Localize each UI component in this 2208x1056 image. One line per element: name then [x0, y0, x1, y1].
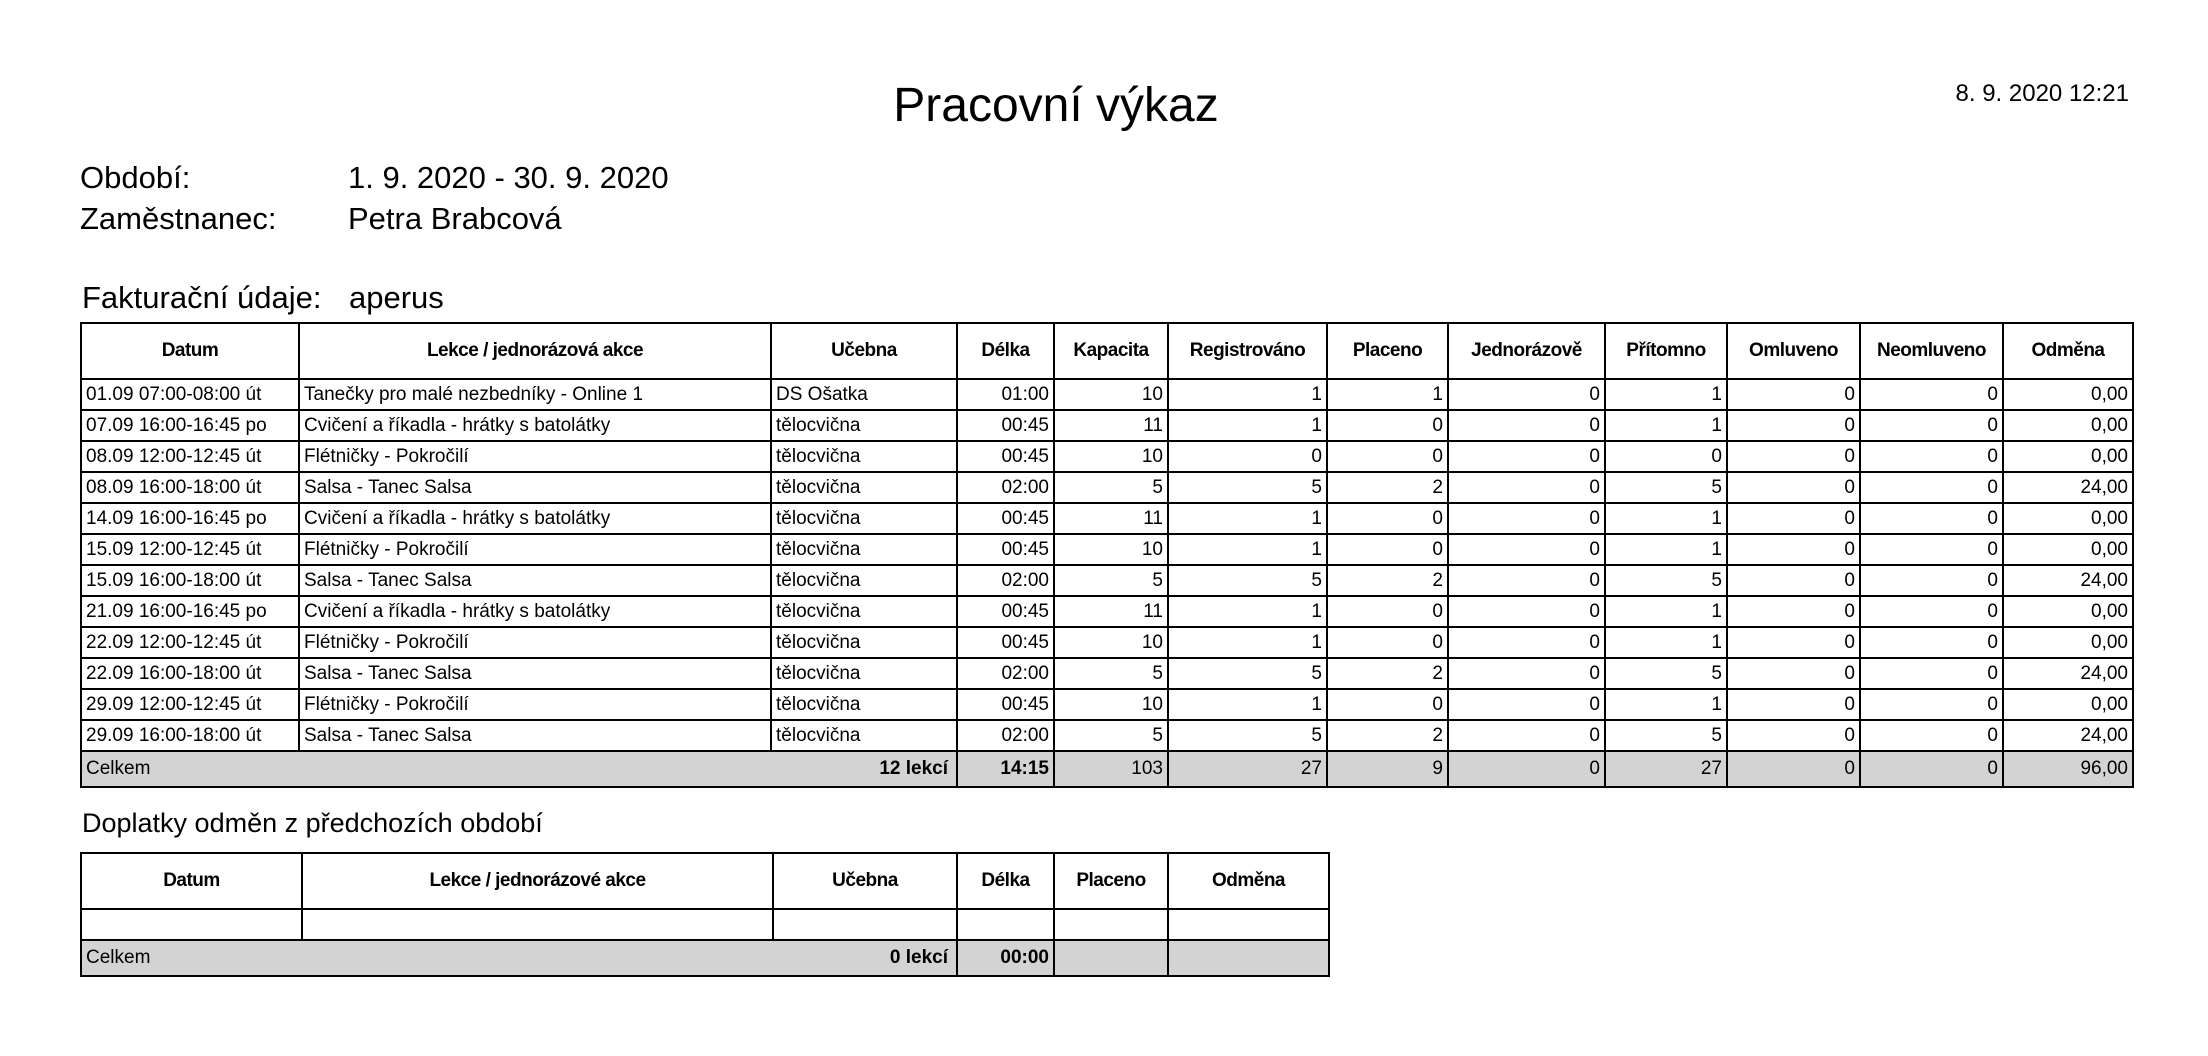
table-cell: Salsa - Tanec Salsa [299, 472, 771, 503]
table-cell: 0 [1448, 534, 1605, 565]
table-row [81, 658, 2133, 689]
table-cell: 1 [1605, 534, 1727, 565]
table-cell: 11 [1054, 596, 1168, 627]
table-cell: 5 [1605, 565, 1727, 596]
table-cell: 14.09 16:00-16:45 po [81, 503, 299, 534]
empty-cell [81, 909, 302, 940]
table-cell: 24,00 [2003, 658, 2133, 689]
table-cell: 5 [1054, 658, 1168, 689]
table-cell: 07.09 16:00-16:45 po [81, 410, 299, 441]
table-cell: DS Ošatka [771, 379, 957, 410]
table-row [81, 503, 2133, 534]
table-cell: 00:45 [957, 410, 1054, 441]
table-cell: 0,00 [2003, 503, 2133, 534]
table-cell: Flétničky - Pokročilí [299, 534, 771, 565]
total-placeno: 9 [1327, 751, 1448, 787]
table-cell: 08.09 12:00-12:45 út [81, 441, 299, 472]
total-neomluveno: 0 [1860, 751, 2003, 787]
table-row [81, 379, 2133, 410]
total-registrovano: 27 [1168, 751, 1327, 787]
total-duration: 14:15 [957, 751, 1054, 787]
table-cell: 0 [1327, 410, 1448, 441]
table-cell: 11 [1054, 410, 1168, 441]
column-header: Odměna [2003, 323, 2133, 379]
table-cell: tělocvična [771, 658, 957, 689]
total-label: Celkem [86, 758, 151, 779]
table-cell: 1 [1168, 689, 1327, 720]
table-cell: 0 [1448, 379, 1605, 410]
table-cell: 24,00 [2003, 565, 2133, 596]
column-header: Lekce / jednorázové akce [302, 853, 773, 909]
table-cell: 5 [1168, 472, 1327, 503]
table-row [81, 596, 2133, 627]
table-cell: 0 [1448, 410, 1605, 441]
table-cell: 0 [1727, 503, 1860, 534]
table-cell: 15.09 12:00-12:45 út [81, 534, 299, 565]
table-cell: 5 [1168, 565, 1327, 596]
employee-label: Zaměstnanec: [80, 201, 277, 236]
table-cell: 1 [1605, 410, 1727, 441]
table-cell: 0 [1327, 534, 1448, 565]
empty-cell [1054, 909, 1168, 940]
table-cell: Cvičení a říkadla - hrátky s batolátky [299, 410, 771, 441]
table-row [81, 410, 2133, 441]
table-cell: 5 [1054, 472, 1168, 503]
table-cell: tělocvična [771, 472, 957, 503]
supplement-total-duration: 00:00 [957, 940, 1054, 976]
total-jednorazove: 0 [1448, 751, 1605, 787]
table-cell: 0 [1860, 627, 2003, 658]
table-cell: 02:00 [957, 472, 1054, 503]
column-header: Placeno [1327, 323, 1448, 379]
table-cell: 0 [1860, 379, 2003, 410]
billing-label: Fakturační údaje: [82, 280, 322, 315]
table-cell: 0 [1727, 658, 1860, 689]
table-cell: tělocvična [771, 565, 957, 596]
table-cell: 2 [1327, 565, 1448, 596]
table-cell: 01.09 07:00-08:00 út [81, 379, 299, 410]
table-cell: 11 [1054, 503, 1168, 534]
table-row [81, 565, 2133, 596]
column-header: Datum [81, 323, 299, 379]
column-header: Délka [957, 323, 1054, 379]
period-label: Období: [80, 160, 191, 195]
total-omluveno: 0 [1727, 751, 1860, 787]
table-cell: tělocvična [771, 627, 957, 658]
table-cell: 0 [1168, 441, 1327, 472]
table-cell: 0 [1605, 441, 1727, 472]
table-cell: 0 [1727, 441, 1860, 472]
supplement-table [80, 852, 1330, 977]
table-cell: 0 [1727, 472, 1860, 503]
supplement-total-row [81, 940, 1329, 976]
page-title: Pracovní výkaz [893, 79, 1219, 132]
table-cell: 00:45 [957, 441, 1054, 472]
table-cell: tělocvična [771, 720, 957, 751]
table-cell: 02:00 [957, 658, 1054, 689]
table-cell: 0 [1727, 596, 1860, 627]
table-cell: 0 [1727, 627, 1860, 658]
table-cell: 02:00 [957, 565, 1054, 596]
table-cell: 0 [1327, 627, 1448, 658]
table-cell: 00:45 [957, 596, 1054, 627]
table-cell: 5 [1168, 720, 1327, 751]
table-cell: 0 [1860, 565, 2003, 596]
table-cell: Flétničky - Pokročilí [299, 441, 771, 472]
column-header: Učebna [771, 323, 957, 379]
table-cell: 10 [1054, 441, 1168, 472]
table-cell: 1 [1168, 596, 1327, 627]
table-cell: 0 [1448, 565, 1605, 596]
table-row [81, 441, 2133, 472]
empty-cell [957, 909, 1054, 940]
table-cell: 1 [1327, 379, 1448, 410]
supplement-title: Doplatky odměn z předchozích období [82, 808, 543, 838]
table-cell: 21.09 16:00-16:45 po [81, 596, 299, 627]
table-cell: 1 [1605, 689, 1727, 720]
table-cell: 0,00 [2003, 441, 2133, 472]
table-cell: 0 [1860, 503, 2003, 534]
total-kapacita: 103 [1054, 751, 1168, 787]
table-cell: 22.09 16:00-18:00 út [81, 658, 299, 689]
table-cell: 0 [1727, 379, 1860, 410]
table-cell: 24,00 [2003, 720, 2133, 751]
column-header: Přítomno [1605, 323, 1727, 379]
column-header: Odměna [1168, 853, 1329, 909]
table-cell: 0 [1727, 720, 1860, 751]
table-cell: 00:45 [957, 503, 1054, 534]
billing-value: aperus [349, 280, 444, 315]
column-header: Lekce / jednorázová akce [299, 323, 771, 379]
total-row [81, 751, 2133, 787]
table-cell: Tanečky pro malé nezbedníky - Online 1 [299, 379, 771, 410]
table-cell: 01:00 [957, 379, 1054, 410]
table-cell: tělocvična [771, 689, 957, 720]
table-cell: 10 [1054, 689, 1168, 720]
supplement-header-row [81, 853, 1329, 909]
period-value: 1. 9. 2020 - 30. 9. 2020 [348, 160, 669, 195]
supplement-total-cell [81, 940, 957, 976]
table-cell: 0 [1448, 503, 1605, 534]
table-cell: 0,00 [2003, 379, 2133, 410]
table-cell: 0 [1727, 565, 1860, 596]
column-header: Datum [81, 853, 302, 909]
table-cell: 0 [1448, 689, 1605, 720]
table-cell: Flétničky - Pokročilí [299, 689, 771, 720]
table-cell: 0 [1327, 441, 1448, 472]
total-lessons: 12 lekcí [879, 758, 948, 779]
table-cell: 29.09 12:00-12:45 út [81, 689, 299, 720]
supplement-empty-row [81, 909, 1329, 940]
table-row [81, 689, 2133, 720]
table-cell: 5 [1605, 720, 1727, 751]
table-cell: Cvičení a říkadla - hrátky s batolátky [299, 596, 771, 627]
supplement-total-odmena [1168, 940, 1329, 976]
table-cell: 0 [1860, 689, 2003, 720]
table-cell: 0,00 [2003, 596, 2133, 627]
column-header: Neomluveno [1860, 323, 2003, 379]
table-cell: tělocvična [771, 441, 957, 472]
column-header: Kapacita [1054, 323, 1168, 379]
table-row [81, 627, 2133, 658]
table-cell: 10 [1054, 379, 1168, 410]
table-cell: 5 [1605, 472, 1727, 503]
table-cell: Salsa - Tanec Salsa [299, 720, 771, 751]
table-cell: 0 [1448, 596, 1605, 627]
table-cell: 0,00 [2003, 534, 2133, 565]
table-cell: 29.09 16:00-18:00 út [81, 720, 299, 751]
employee-value: Petra Brabcová [348, 201, 562, 236]
table-cell: 1 [1168, 410, 1327, 441]
table-cell: 02:00 [957, 720, 1054, 751]
table-cell: 00:45 [957, 627, 1054, 658]
table-cell: Flétničky - Pokročilí [299, 627, 771, 658]
empty-cell [1168, 909, 1329, 940]
table-cell: tělocvična [771, 596, 957, 627]
table-cell: 08.09 16:00-18:00 út [81, 472, 299, 503]
table-cell: 0 [1727, 689, 1860, 720]
table-cell: 1 [1168, 534, 1327, 565]
column-header: Registrováno [1168, 323, 1327, 379]
table-cell: Salsa - Tanec Salsa [299, 658, 771, 689]
print-date: 8. 9. 2020 12:21 [1955, 80, 2129, 107]
table-cell: 1 [1168, 627, 1327, 658]
table-cell: 10 [1054, 627, 1168, 658]
table-row [81, 720, 2133, 751]
table-cell: 0 [1860, 472, 2003, 503]
empty-cell [302, 909, 773, 940]
table-cell: 1 [1605, 627, 1727, 658]
table-cell: Cvičení a říkadla - hrátky s batolátky [299, 503, 771, 534]
table-cell: 5 [1168, 658, 1327, 689]
table-cell: 0 [1448, 720, 1605, 751]
table-cell: 0 [1327, 689, 1448, 720]
total-odmena: 96,00 [2003, 751, 2133, 787]
table-cell: tělocvična [771, 534, 957, 565]
column-header: Omluveno [1727, 323, 1860, 379]
table-cell: 0 [1860, 596, 2003, 627]
table-cell: Salsa - Tanec Salsa [299, 565, 771, 596]
table-cell: 0 [1860, 441, 2003, 472]
table-cell: 00:45 [957, 534, 1054, 565]
table-cell: 0 [1448, 658, 1605, 689]
table-cell: 0 [1448, 627, 1605, 658]
table-header-row [81, 323, 2133, 379]
table-cell: 5 [1054, 565, 1168, 596]
table-cell: 0 [1448, 472, 1605, 503]
table-cell: 5 [1054, 720, 1168, 751]
total-cell [81, 751, 957, 787]
table-cell: 0 [1327, 503, 1448, 534]
table-cell: 0 [1860, 720, 2003, 751]
table-cell: 0,00 [2003, 627, 2133, 658]
table-cell: 2 [1327, 720, 1448, 751]
column-header: Délka [957, 853, 1054, 909]
supplement-total-placeno [1054, 940, 1168, 976]
table-cell: 10 [1054, 534, 1168, 565]
table-cell: 0 [1448, 441, 1605, 472]
table-cell: 1 [1168, 503, 1327, 534]
table-cell: tělocvična [771, 503, 957, 534]
table-row [81, 472, 2133, 503]
table-cell: 1 [1605, 503, 1727, 534]
table-cell: 0 [1860, 658, 2003, 689]
table-cell: 00:45 [957, 689, 1054, 720]
table-cell: 22.09 12:00-12:45 út [81, 627, 299, 658]
table-cell: 0,00 [2003, 410, 2133, 441]
supplement-total-lessons: 0 lekcí [889, 947, 948, 968]
empty-cell [773, 909, 957, 940]
table-cell: 1 [1605, 379, 1727, 410]
table-cell: tělocvična [771, 410, 957, 441]
table-cell: 15.09 16:00-18:00 út [81, 565, 299, 596]
table-cell: 0,00 [2003, 689, 2133, 720]
table-cell: 1 [1168, 379, 1327, 410]
column-header: Placeno [1054, 853, 1168, 909]
table-cell: 5 [1605, 658, 1727, 689]
table-row [81, 534, 2133, 565]
table-cell: 2 [1327, 472, 1448, 503]
column-header: Jednorázově [1448, 323, 1605, 379]
table-cell: 24,00 [2003, 472, 2133, 503]
supplement-total-label: Celkem [86, 947, 151, 968]
table-cell: 0 [1327, 596, 1448, 627]
table-cell: 2 [1327, 658, 1448, 689]
table-cell: 0 [1727, 534, 1860, 565]
column-header: Učebna [773, 853, 957, 909]
work-report-table [80, 322, 2134, 788]
table-cell: 1 [1605, 596, 1727, 627]
table-cell: 0 [1727, 410, 1860, 441]
total-pritomno: 27 [1605, 751, 1727, 787]
table-cell: 0 [1860, 410, 2003, 441]
table-cell: 0 [1860, 534, 2003, 565]
